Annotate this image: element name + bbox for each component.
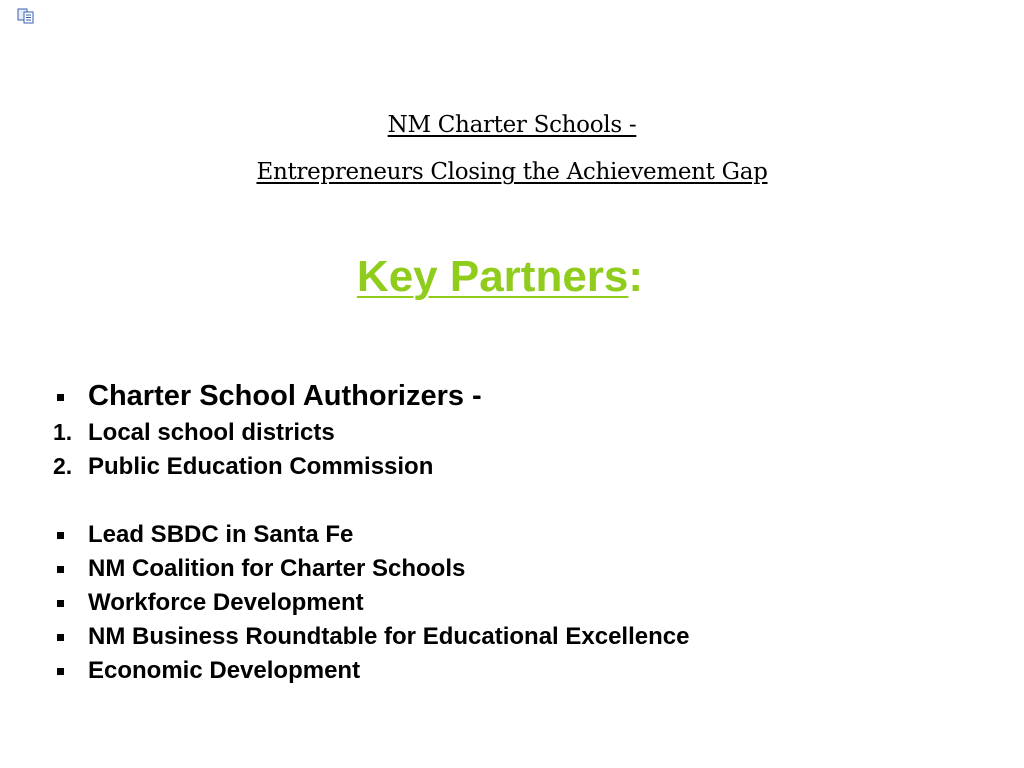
heading-suffix: : (628, 252, 644, 301)
partner-label: NM Coalition for Charter Schools (88, 555, 466, 582)
heading-underlined-text: Key Partners (356, 252, 629, 301)
partner-label: Workforce Development (88, 589, 364, 616)
bullet-square-icon (57, 668, 64, 675)
bullet-square-icon (57, 532, 64, 539)
title-line-2-text: Entrepreneurs Closing the Achievement Gap (256, 159, 768, 185)
list-number: 1. (53, 419, 73, 445)
authorizer-label: Local school districts (88, 419, 335, 446)
slide-title-line-2 (0, 159, 1024, 185)
partner-label: NM Business Roundtable for Educational Excellence (88, 623, 690, 650)
bullet-square-icon (57, 600, 64, 607)
title-line-1-text: NM Charter Schools - (387, 112, 637, 138)
document-icon (17, 8, 35, 24)
bullet-square-icon (57, 394, 64, 401)
authorizer-label: Public Education Commission (88, 453, 434, 480)
list-number: 2. (53, 453, 73, 479)
authorizers-header: Charter School Authorizers - (88, 380, 482, 412)
bullet-square-icon (57, 566, 64, 573)
slide-title-line-1 (0, 112, 1024, 138)
partner-label: Economic Development (88, 657, 361, 684)
key-partners-heading (0, 252, 1000, 302)
partner-label: Lead SBDC in Santa Fe (88, 521, 354, 548)
bullet-square-icon (57, 634, 64, 641)
